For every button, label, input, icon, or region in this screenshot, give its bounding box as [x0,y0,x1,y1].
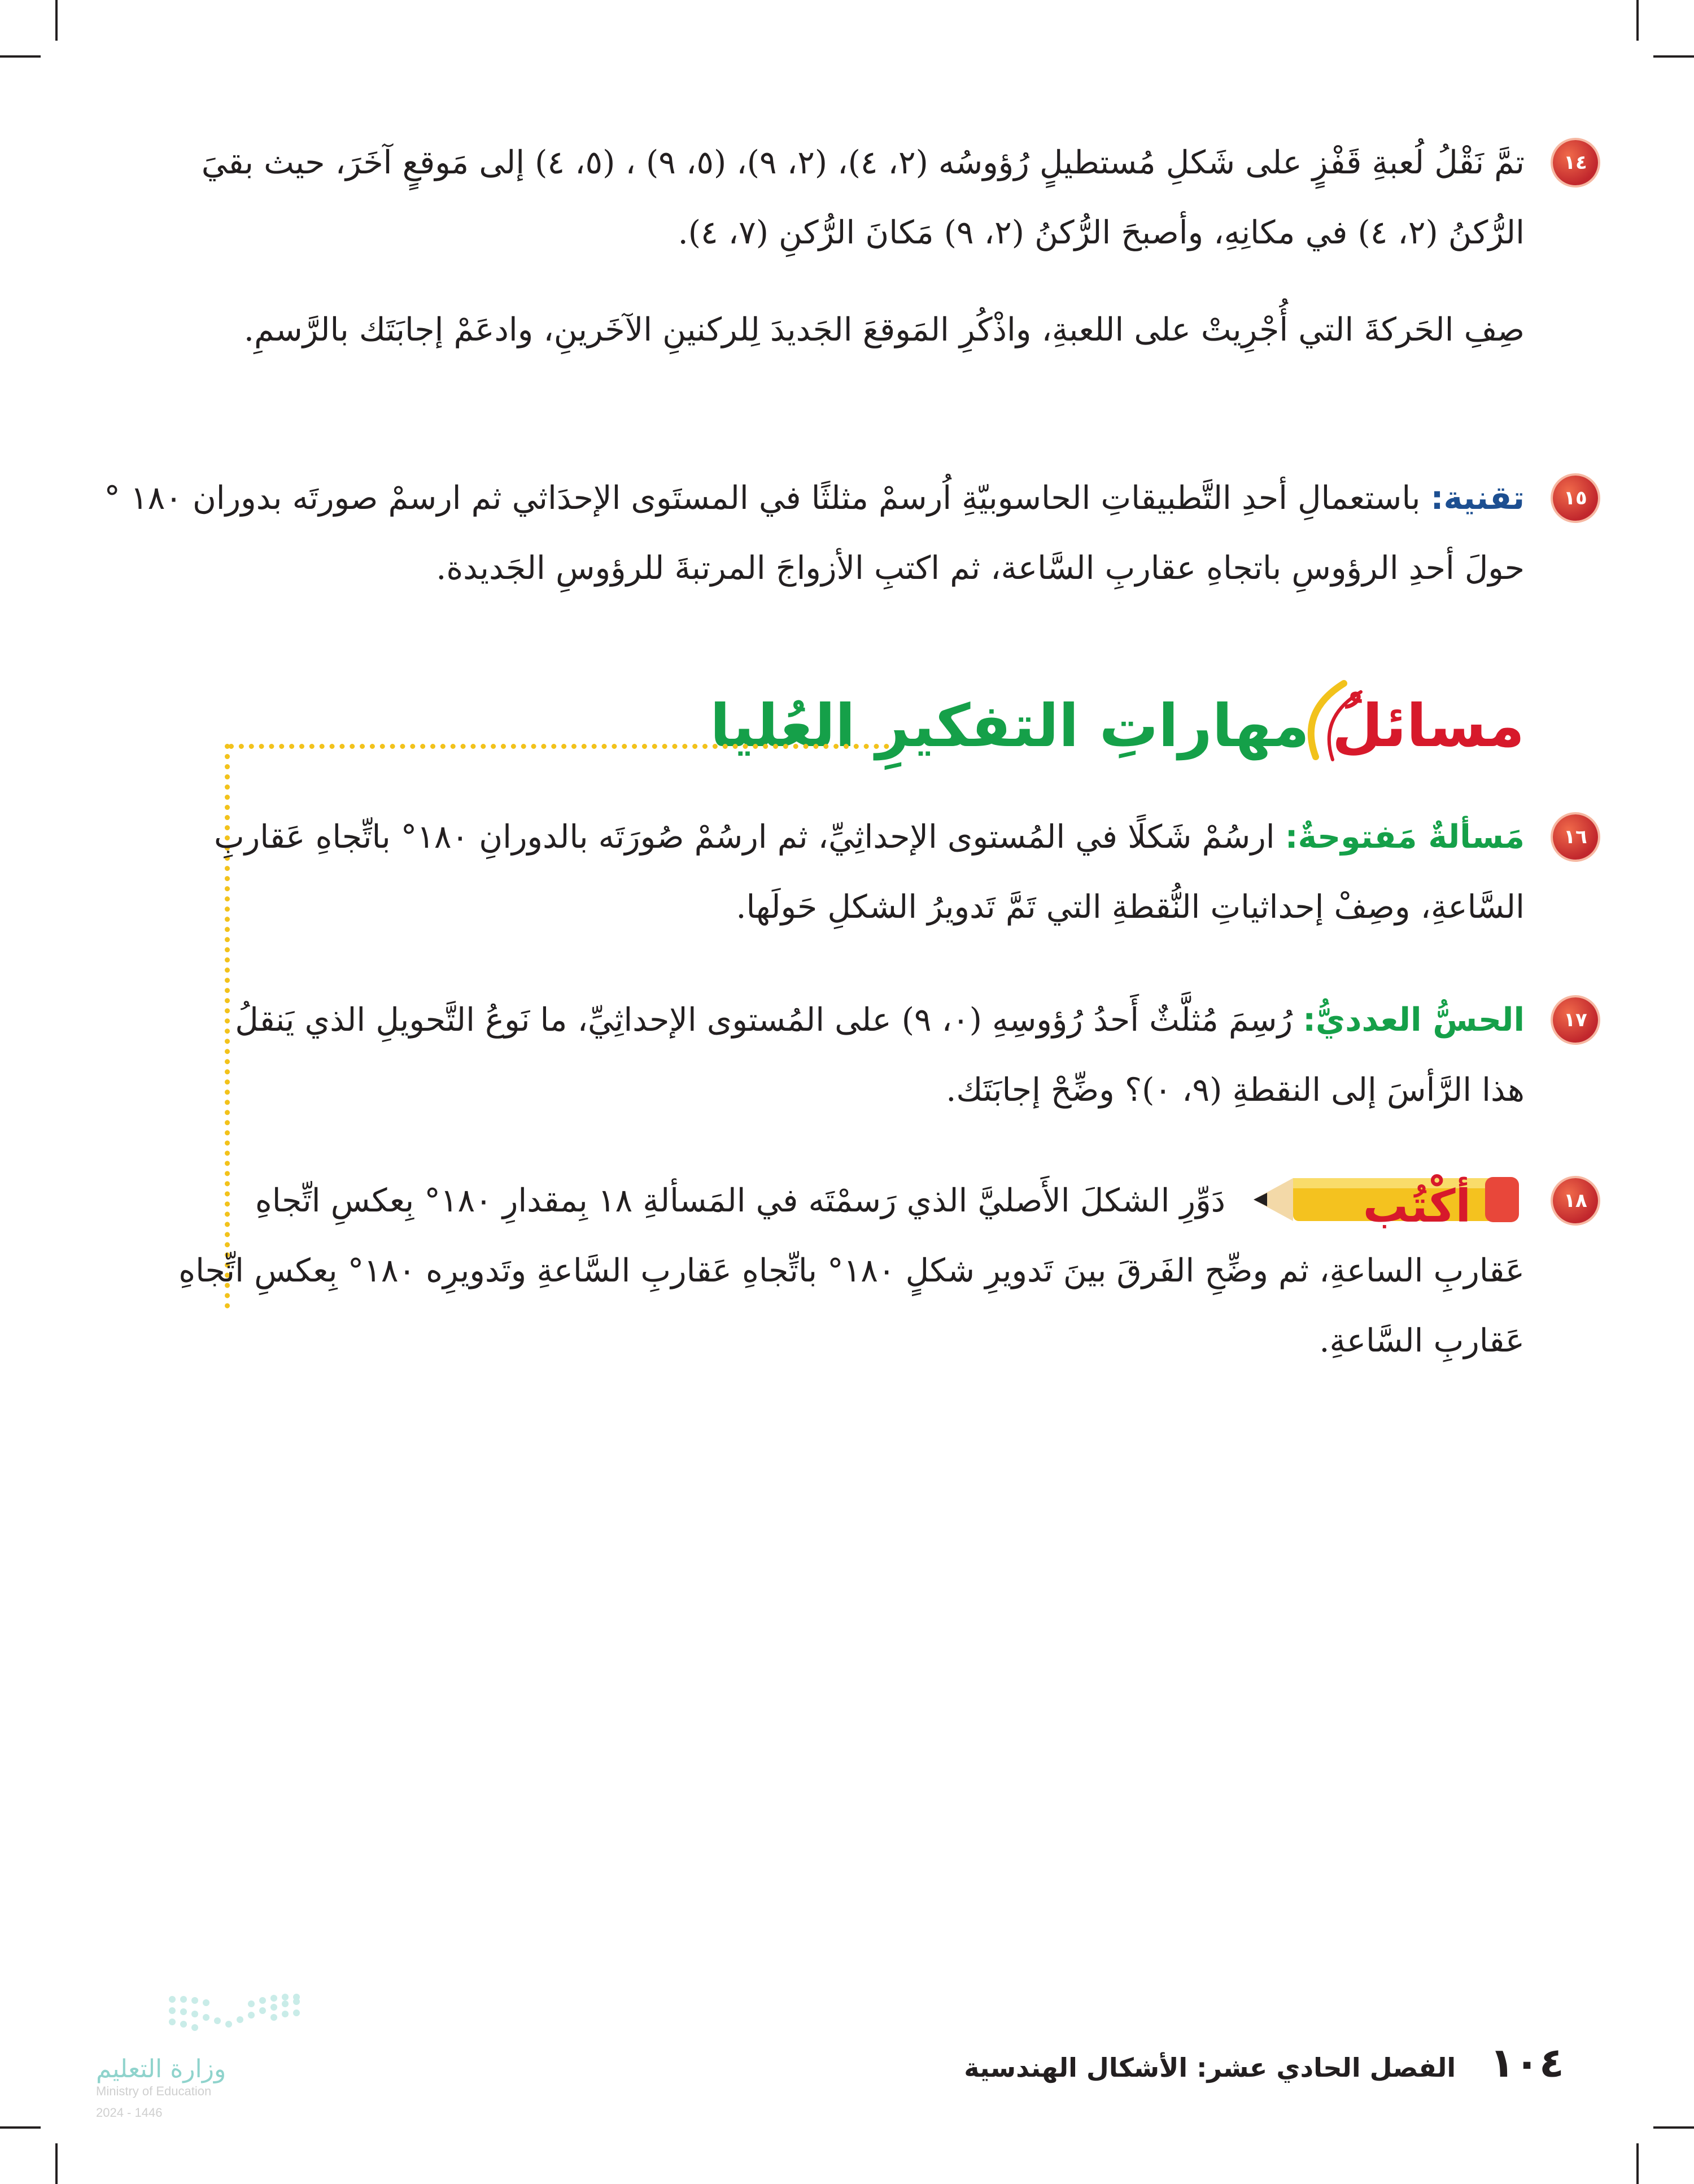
question-text: رُسِمَ مُثلَّثٌ أَحدُ رُؤوسِهِ (٠، ٩) على المُستوى الإحداثِيِّ، ما نَوعُ التَّحويلِ الذي يَنقلُ [235,1001,1293,1039]
question-number-badge: ١٤ [1553,140,1598,185]
chapter-label: الفصل الحادي عشر: [1197,2052,1456,2083]
crop-mark [0,2126,41,2129]
question-line [214,802,1525,872]
question-line: السَّاعةِ، وصِفْ إحداثياتِ النُّقطةِ التي تَمَّ تَدويرُ الشكلِ حَولَها. [736,888,1525,926]
chapter-name: الأشكال الهندسية [964,2052,1188,2083]
section-title-green: مهاراتِ التفكيرِ العُليا [710,691,1309,760]
dotted-border-top [229,744,889,749]
question-16 [214,802,1587,942]
question-text: ارسُمْ شَكلًا في المُستوى الإحداثِيِّ، ثم ارسُمْ صُورَتَه بالدورانِ ١٨٠° باتِّجاهِ عَقاربِ [214,818,1275,856]
chapter-title [964,2052,1456,2083]
question-line: عَقاربِ الساعةِ، ثم وضِّحِ الفَرقَ بينَ تَدويرِ شكلٍ ١٨٠° باتِّجاهِ عَقاربِ السَّاعةِ وتَدويرِه ١٨٠° بِعكسِ اتِّجاهِ [178,1252,1525,1289]
question-line: عَقاربِ السَّاعةِ. [1319,1322,1525,1359]
question-line [226,1166,1525,1236]
crop-mark [1653,55,1694,58]
question-keyword: الحسُّ العدديُّ: [1303,1001,1525,1039]
crop-mark [1636,0,1639,41]
question-number-badge: ١٥ [1553,476,1598,521]
question-18 [178,1166,1587,1376]
question-line: صِفِ الحَركةَ التي أُجْرِيتْ على اللعبةِ، واذْكُرِ المَوقعَ الجَديدَ لِلركنينِ الآخَرينِ، وادعَمْ إجابَتَك بالرَّسمِ. [243,311,1525,348]
page-number: ١٠٤ [1490,2039,1564,2086]
question-line [226,985,1525,1055]
section-title-red: مسائلُ [1331,691,1525,760]
question-14 [201,128,1587,365]
crop-mark [1636,2143,1639,2184]
question-keyword: مَسألةٌ مَفتوحةٌ: [1285,818,1525,856]
page-footer [964,2039,1564,2086]
question-line: الرُّكنُ (٢، ٤) في مكانِهِ، وأصبحَ الرُّكنُ (٢، ٩) مَكانَ الرُّكنِ (٧، ٤). [678,214,1525,251]
section-title [710,683,1525,768]
crop-mark [1653,2126,1694,2129]
ministry-year: 2024 - 1446 [96,2105,163,2120]
crop-mark [55,2143,58,2184]
write-label: أكْتُب [1363,1180,1471,1232]
question-keyword: تقنية: [1430,479,1525,517]
question-line: هذا الرَّأسَ إلى النقطةِ (٩، ٠)؟ وضِّحْ إجابَتَك. [946,1071,1525,1109]
question-number-badge: ١٨ [1553,1178,1598,1223]
question-line [104,463,1525,533]
swoosh-icon [1293,672,1429,762]
ministry-name-en: Ministry of Education [96,2084,212,2098]
question-number-badge: ١٦ [1553,814,1598,860]
question-line: حولَ أحدِ الرؤوسِ باتجاهِ عقاربِ السَّاعة، ثم اكتبِ الأزواجَ المرتبةَ للرؤوسِ الجَديدة. [436,550,1525,587]
question-15 [104,463,1587,603]
crop-mark [55,0,58,41]
question-text: دَوِّرِ الشكلَ الأَصليَّ الذي رَسمْتَه في المَسألةِ ١٨ بِمقدارِ ١٨٠° بِعكسِ اتِّجاهِ [255,1182,1225,1219]
question-line: تمَّ نَقْلُ لُعبةِ قَفْزٍ على شَكلِ مُستطيلٍ رُؤوسُه (٢، ٤)، (٢، ٩)، (٥، ٩) ، (٥، ٤) إلى مَوقعٍ آخَرَ، حيث بقيَ [201,144,1525,181]
question-text: باستعمالِ أحدِ التَّطبيقاتِ الحاسوبيّةِ اُرسمْ مثلثًا في المستَوى الإحدَاثي ثم ارسمْ صورتَه بدوران ١٨٠ ° [104,479,1421,517]
question-number-badge: ١٧ [1553,997,1598,1043]
ministry-name: وزارة التعليم [96,2055,226,2083]
question-17 [226,985,1587,1125]
crop-mark [0,55,41,58]
